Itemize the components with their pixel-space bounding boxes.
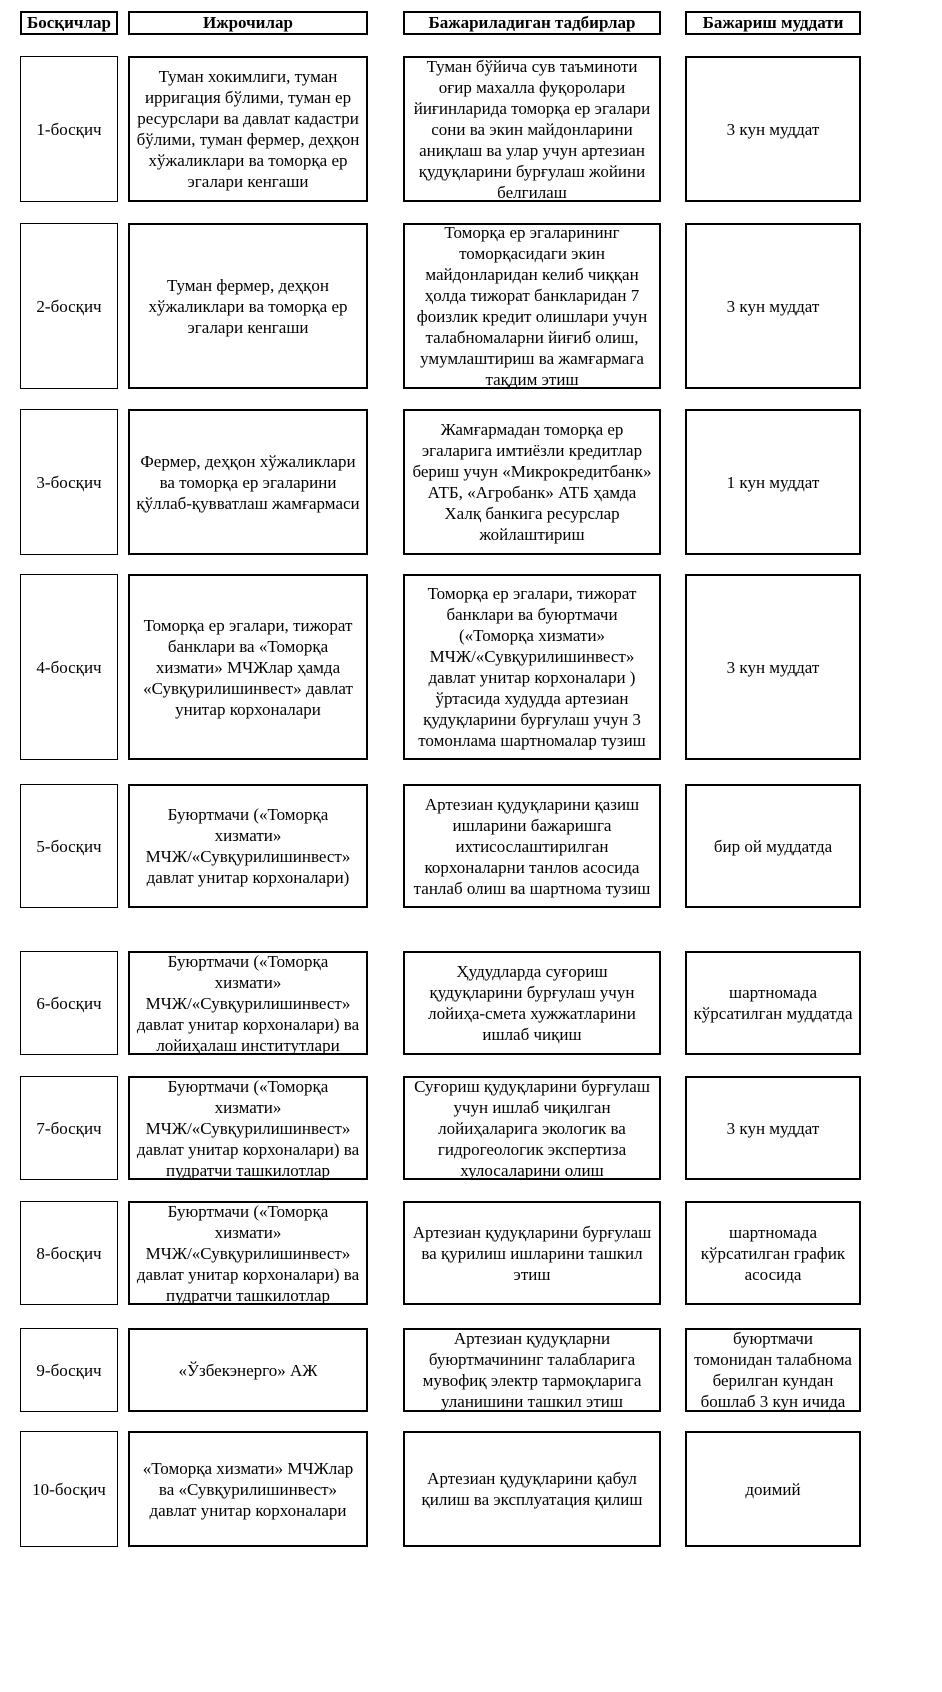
header-stage: Босқичлар: [20, 11, 118, 35]
header-executors: Ижрочилар: [128, 11, 368, 35]
deadline-box-2: 3 кун муддат: [685, 223, 861, 389]
deadline-box-9: буюртмачи томонидан талабнома берилган кундан бошлаб 3 кун ичида: [685, 1328, 861, 1412]
actions-box-3: Жамғармадан томорқа ер эгаларига имтиёзли кредитлар бериш учун «Микрокредитбанк» АТБ, «Агробанк» АТБ ҳамда Халқ банкига ресурслар жойлаштириш: [403, 409, 661, 555]
stage-label-8: 8-босқич: [20, 1201, 118, 1305]
actions-box-9: Артезиан қудуқларни буюртмачининг талабларига мувофиқ электр тармоқларига уланишини ташкил этиш: [403, 1328, 661, 1412]
stage-label-4: 4-босқич: [20, 574, 118, 760]
actions-box-2: Томорқа ер эгаларининг томорқасидаги экин майдонларидан келиб чиққан ҳолда тижорат банкларидан 7 фоизлик кредит олишлари учун талабномаларни йиғиб олиш, умумлаштириш ва жамғармага тақдим этиш: [403, 223, 661, 389]
stage-label-2: 2-босқич: [20, 223, 118, 389]
deadline-box-1: 3 кун муддат: [685, 56, 861, 202]
actions-box-10: Артезиан қудуқларини қабул қилиш ва эксплуатация қилиш: [403, 1431, 661, 1547]
actions-box-7: Суғориш қудуқларини бурғулаш учун ишлаб чиқилган лойиҳаларига экологик ва гидрогеологик экспертиза хулосаларини олиш: [403, 1076, 661, 1180]
stage-label-3: 3-босқич: [20, 409, 118, 555]
executors-box-9: «Ўзбекэнерго» АЖ: [128, 1328, 368, 1412]
deadline-box-7: 3 кун муддат: [685, 1076, 861, 1180]
deadline-box-8: шартномада кўрсатилган график асосида: [685, 1201, 861, 1305]
executors-box-2: Туман фермер, деҳқон хўжаликлари ва томорқа ер эгалари кенгаши: [128, 223, 368, 389]
executors-box-4: Томорқа ер эгалари, тижорат банклари ва «Томорқа хизмати» МЧЖлар ҳамда «Сувқурилишинвест» давлат унитар корхоналари: [128, 574, 368, 760]
actions-box-1: Туман бўйича сув таъминоти оғир махалла фуқоролари йиғинларида томорқа ер эгалари сони ва экин майдонларини аниқлаш ва улар учун артезиан қудуқларини бурғулаш жойини белгилаш: [403, 56, 661, 202]
actions-box-8: Артезиан қудуқларини бурғулаш ва қурилиш ишларини ташкил этиш: [403, 1201, 661, 1305]
actions-box-5: Артезиан қудуқларини қазиш ишларини бажаришга ихтисослаштирилган корхоналарни танлов асосида танлаб олиш ва шартнома тузиш: [403, 784, 661, 908]
stage-label-10: 10-босқич: [20, 1431, 118, 1547]
executors-box-8: Буюртмачи («Томорқа хизмати» МЧЖ/«Сувқурилишинвест» давлат унитар корхоналари) ва пудратчи ташкилотлар: [128, 1201, 368, 1305]
executors-box-5: Буюртмачи («Томорқа хизмати» МЧЖ/«Сувқурилишинвест» давлат унитар корхоналари): [128, 784, 368, 908]
deadline-box-6: шартномада кўрсатилган муддатда: [685, 951, 861, 1055]
header-actions: Бажариладиган тадбирлар: [403, 11, 661, 35]
header-deadline: Бажариш муддати: [685, 11, 861, 35]
executors-box-6: Буюртмачи («Томорқа хизмати» МЧЖ/«Сувқурилишинвест» давлат унитар корхоналари) ва лойиҳалаш институтлари: [128, 951, 368, 1055]
stage-label-1: 1-босқич: [20, 56, 118, 202]
stage-label-9: 9-босқич: [20, 1328, 118, 1412]
executors-box-1: Туман хокимлиги, туман ирригация бўлими, туман ер ресурслари ва давлат кадастри бўлими, туман фермер, деҳқон хўжаликлари ва томорқа ер эгалари кенгаши: [128, 56, 368, 202]
executors-box-3: Фермер, деҳқон хўжаликлари ва томорқа ер эгаларини қўллаб-қувватлаш жамғармаси: [128, 409, 368, 555]
stage-label-6: 6-босқич: [20, 951, 118, 1055]
actions-box-6: Ҳудудларда суғориш қудуқларини бурғулаш учун лойиҳа-смета хужжатларини ишлаб чиқиш: [403, 951, 661, 1055]
deadline-box-5: бир ой муддатда: [685, 784, 861, 908]
stage-label-7: 7-босқич: [20, 1076, 118, 1180]
stage-label-5: 5-босқич: [20, 784, 118, 908]
deadline-box-10: доимий: [685, 1431, 861, 1547]
actions-box-4: Томорқа ер эгалари, тижорат банклари ва буюртмачи («Томорқа хизмати» МЧЖ/«Сувқурилишинвест» давлат унитар корхоналари ) ўртасида худудда артезиан қудуқларини бурғулаш учун 3 томонлама шартномалар тузиш: [403, 574, 661, 760]
executors-box-7: Буюртмачи («Томорқа хизмати» МЧЖ/«Сувқурилишинвест» давлат унитар корхоналари) ва пудратчи ташкилотлар: [128, 1076, 368, 1180]
executors-box-10: «Томорқа хизмати» МЧЖлар ва «Сувқурилишинвест» давлат унитар корхоналари: [128, 1431, 368, 1547]
deadline-box-3: 1 кун муддат: [685, 409, 861, 555]
deadline-box-4: 3 кун муддат: [685, 574, 861, 760]
